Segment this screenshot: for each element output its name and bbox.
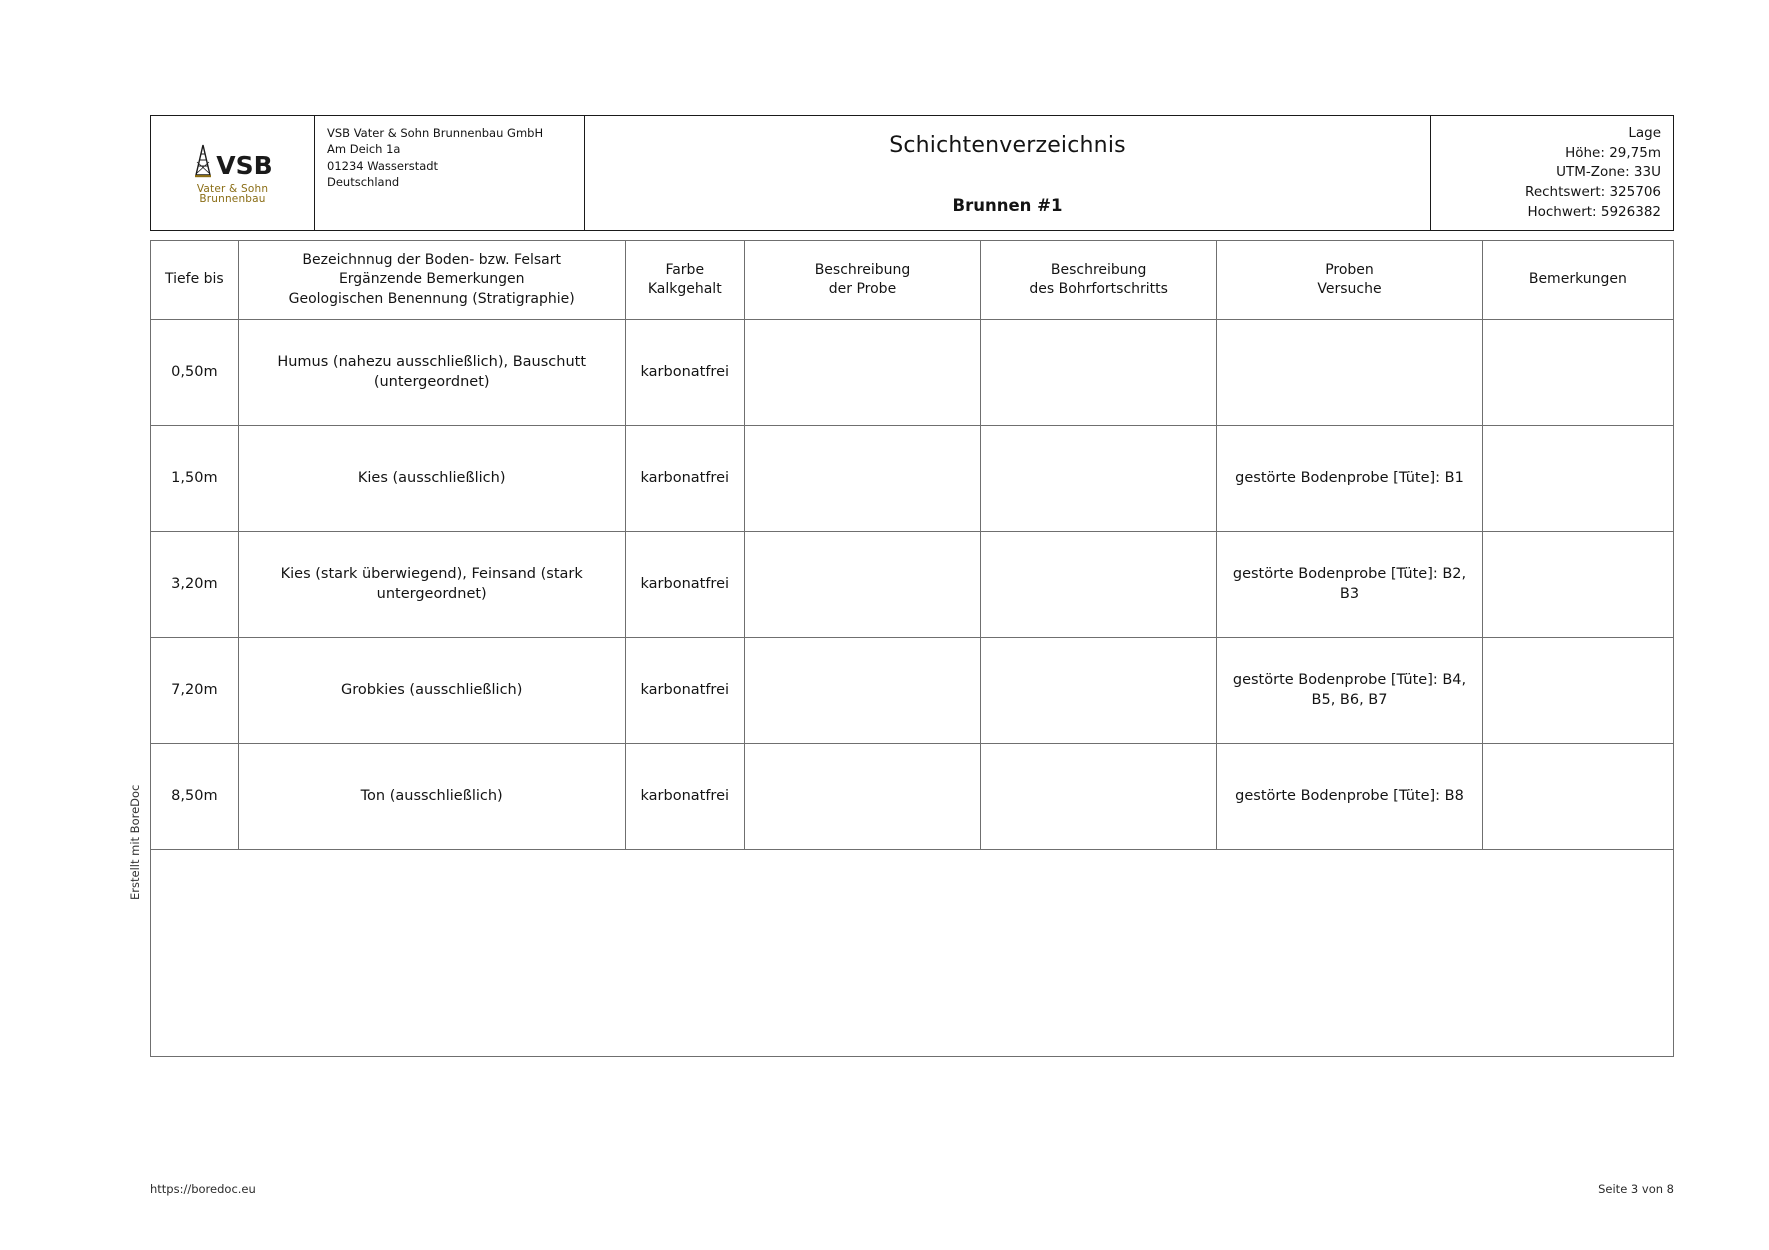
- document-title-block: [585, 116, 1431, 230]
- location-label: Lage: [1628, 125, 1661, 141]
- cell-color: karbonatfrei: [625, 425, 744, 531]
- cell-depth: 3,20m: [151, 531, 239, 637]
- location-easting: Rechtswert: 325706: [1525, 184, 1661, 201]
- location-utm-zone: UTM-Zone: 33U: [1556, 164, 1661, 181]
- cell-sample-description: [744, 319, 980, 425]
- column-header-remarks: Bemerkungen: [1482, 241, 1673, 320]
- company-address-block: [315, 116, 585, 230]
- cell-description: Grobkies (ausschließlich): [238, 637, 625, 743]
- strata-table: [150, 240, 1674, 850]
- logo-subtitle-1: Vater & Sohn: [196, 182, 269, 195]
- footer-url[interactable]: https://boredoc.eu: [150, 1182, 256, 1196]
- cell-samples: gestörte Bodenprobe [Tüte]: B4, B5, B6, B7: [1217, 637, 1482, 743]
- cell-samples: [1217, 319, 1482, 425]
- cell-description: Kies (ausschließlich): [238, 425, 625, 531]
- sheet-header: [150, 115, 1674, 231]
- cell-samples: gestörte Bodenprobe [Tüte]: B8: [1217, 743, 1482, 849]
- cell-depth: 1,50m: [151, 425, 239, 531]
- cell-color: karbonatfrei: [625, 637, 744, 743]
- cell-remarks: [1482, 319, 1673, 425]
- logo-brand-text: VSB: [216, 150, 273, 180]
- company-street: Am Deich 1a: [327, 142, 401, 157]
- company-country: Deutschland: [327, 174, 400, 189]
- created-with-note: Erstellt mit BoreDoc: [128, 784, 142, 900]
- table-row: [151, 637, 1674, 743]
- cell-color: karbonatfrei: [625, 319, 744, 425]
- table-header-row: [151, 241, 1674, 320]
- table-row: [151, 531, 1674, 637]
- location-northing: Hochwert: 5926382: [1527, 203, 1661, 220]
- logo-subtitle-2: Brunnenbau: [199, 193, 266, 205]
- cell-color: karbonatfrei: [625, 531, 744, 637]
- table-row: [151, 743, 1674, 849]
- company-logo: [151, 116, 315, 230]
- company-city: 01234 Wasserstadt: [327, 158, 439, 173]
- cell-sample-description: [744, 531, 980, 637]
- cell-remarks: [1482, 531, 1673, 637]
- column-header-sample-description: Beschreibung der Probe: [744, 241, 980, 320]
- cell-drilling-progress: [981, 319, 1217, 425]
- cell-remarks: [1482, 637, 1673, 743]
- column-header-drilling-progress: Beschreibung des Bohrfortschritts: [981, 241, 1217, 320]
- page-footer: [150, 1182, 1674, 1196]
- cell-drilling-progress: [981, 743, 1217, 849]
- footer-page-number: Seite 3 von 8: [1598, 1182, 1674, 1196]
- cell-drilling-progress: [981, 637, 1217, 743]
- drilling-rig-icon: [192, 144, 214, 178]
- cell-description: Kies (stark überwiegend), Feinsand (stark untergeordnet): [238, 531, 625, 637]
- table-row: [151, 319, 1674, 425]
- document-title: Schichtenverzeichnis: [889, 133, 1126, 158]
- cell-description: Humus (nahezu ausschließlich), Bauschutt (untergeordnet): [238, 319, 625, 425]
- cell-color: karbonatfrei: [625, 743, 744, 849]
- strata-table-body: [151, 319, 1674, 849]
- cell-drilling-progress: [981, 425, 1217, 531]
- cell-samples: gestörte Bodenprobe [Tüte]: B1: [1217, 425, 1482, 531]
- cell-depth: 8,50m: [151, 743, 239, 849]
- cell-remarks: [1482, 743, 1673, 849]
- column-header-description: Bezeichnnug der Boden- bzw. Felsart Ergänzende Bemerkungen Geologischen Benennung (Stratigraphie): [238, 241, 625, 320]
- cell-samples: gestörte Bodenprobe [Tüte]: B2, B3: [1217, 531, 1482, 637]
- form-sheet: [150, 115, 1674, 1057]
- cell-depth: 7,20m: [151, 637, 239, 743]
- cell-sample-description: [744, 637, 980, 743]
- cell-remarks: [1482, 425, 1673, 531]
- location-block: [1431, 116, 1673, 230]
- column-header-color: Farbe Kalkgehalt: [625, 241, 744, 320]
- company-name: VSB Vater & Sohn Brunnenbau GmbH: [327, 126, 544, 140]
- cell-sample-description: [744, 743, 980, 849]
- empty-continuation-area: [150, 850, 1674, 1057]
- cell-depth: 0,50m: [151, 319, 239, 425]
- cell-description: Ton (ausschließlich): [238, 743, 625, 849]
- column-header-depth: Tiefe bis: [151, 241, 239, 320]
- table-row: [151, 425, 1674, 531]
- column-header-samples: Proben Versuche: [1217, 241, 1482, 320]
- cell-sample-description: [744, 425, 980, 531]
- cell-drilling-progress: [981, 531, 1217, 637]
- location-height: Höhe: 29,75m: [1565, 144, 1661, 161]
- document-subtitle: Brunnen #1: [952, 196, 1063, 215]
